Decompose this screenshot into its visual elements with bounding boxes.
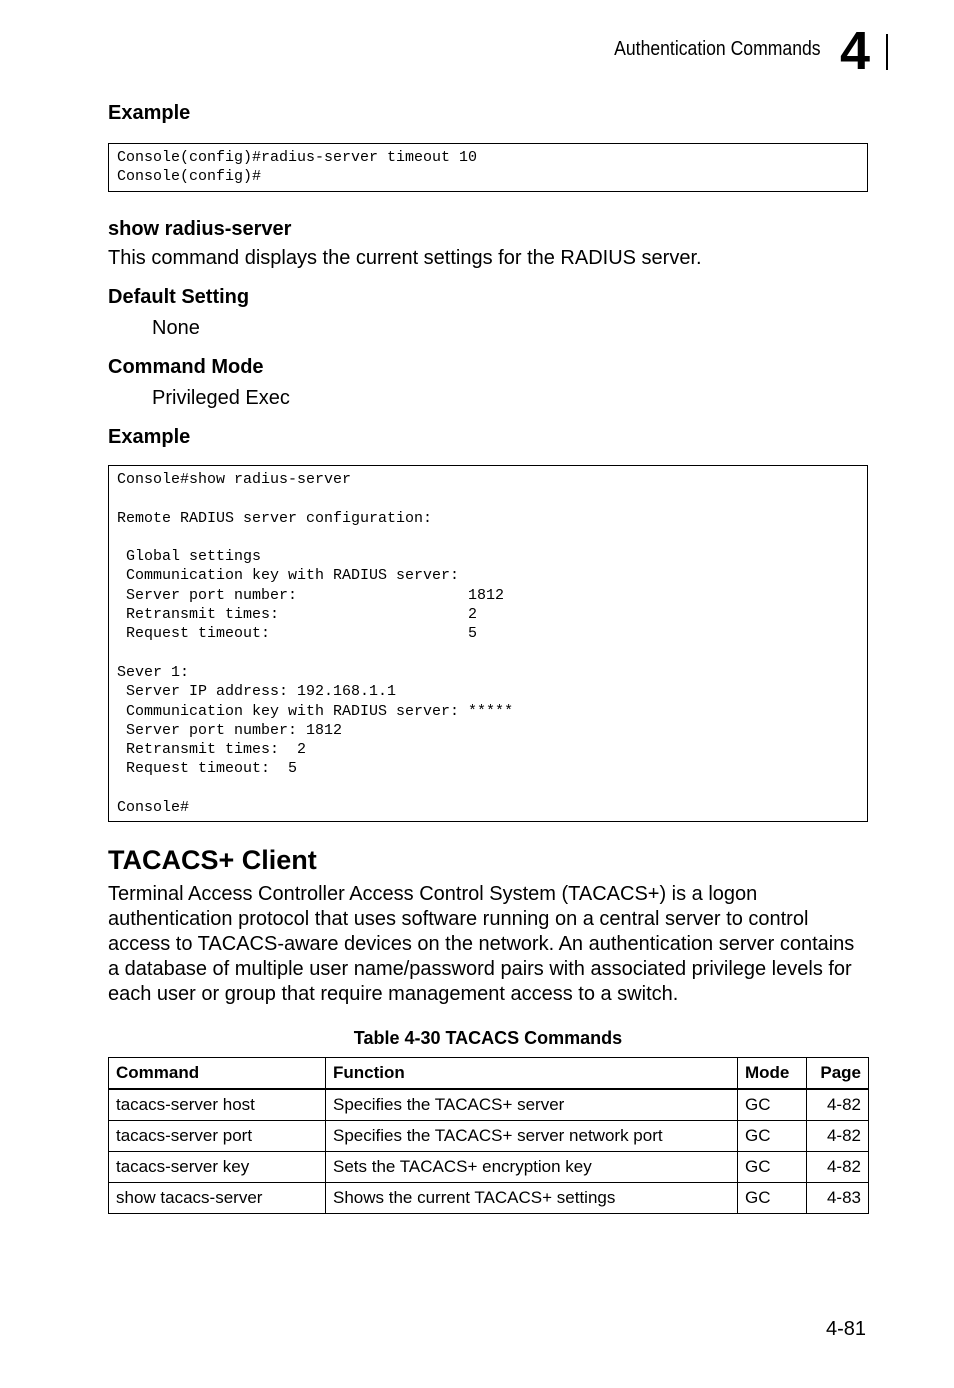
table-row bbox=[109, 1183, 869, 1214]
cell-function: Sets the TACACS+ encryption key bbox=[326, 1152, 738, 1183]
code-block-timeout: Console(config)#radius-server timeout 10 Console(config)# bbox=[108, 143, 868, 192]
cell-mode: GC bbox=[738, 1152, 807, 1183]
cell-command: show tacacs-server bbox=[109, 1183, 326, 1214]
column-header-function: Function bbox=[326, 1058, 738, 1090]
section-title: TACACS+ Client bbox=[108, 845, 317, 875]
running-header: Authentication Commands bbox=[614, 38, 821, 60]
cell-command: tacacs-server port bbox=[109, 1121, 326, 1152]
chapter-divider bbox=[886, 34, 888, 70]
command-title: show radius-server bbox=[108, 218, 292, 240]
table-row bbox=[109, 1121, 869, 1152]
chapter-number: 4 bbox=[840, 21, 871, 81]
example-heading: Example bbox=[108, 102, 191, 124]
column-header-mode: Mode bbox=[738, 1058, 807, 1090]
cell-function: Specifies the TACACS+ server network port bbox=[326, 1121, 738, 1152]
default-setting-heading: Default Setting bbox=[108, 286, 250, 308]
cell-function: Shows the current TACACS+ settings bbox=[326, 1183, 738, 1214]
page-number: 4-81 bbox=[825, 1318, 866, 1340]
default-setting-value: None bbox=[152, 317, 200, 339]
command-description: This command displays the current settings for the RADIUS server. bbox=[108, 247, 702, 269]
column-header-command: Command bbox=[109, 1058, 326, 1090]
cell-command: tacacs-server host bbox=[109, 1089, 326, 1121]
cell-mode: GC bbox=[738, 1183, 807, 1214]
cell-mode: GC bbox=[738, 1121, 807, 1152]
table-row bbox=[109, 1152, 869, 1183]
command-mode-heading: Command Mode bbox=[108, 356, 264, 378]
table-row bbox=[109, 1089, 869, 1121]
code-block-show-radius: Console#show radius-server Remote RADIUS server configuration: Global settings Communication key with RADIUS server: Server port number: 1812 Retransmit times: 2 Request timeout: 5 Sever 1: Server IP address: 192.168.1.1 Communication key with RADIUS server: ***** Server port number: 1812 Retransmit times: 2 Request timeout: 5 Console# bbox=[108, 465, 868, 822]
table-header-row bbox=[109, 1058, 869, 1090]
command-mode-value: Privileged Exec bbox=[152, 387, 290, 409]
cell-page: 4-82 bbox=[807, 1121, 869, 1152]
cell-mode: GC bbox=[738, 1089, 807, 1121]
table-caption: Table 4-30 TACACS Commands bbox=[353, 1028, 623, 1048]
tacacs-commands-table bbox=[108, 1057, 869, 1214]
example-heading-2: Example bbox=[108, 426, 191, 448]
cell-page: 4-82 bbox=[807, 1089, 869, 1121]
cell-page: 4-82 bbox=[807, 1152, 869, 1183]
section-description: Terminal Access Controller Access Control System (TACACS+) is a logon authentication protocol that uses software running on a central server to control access to TACACS-aware devices on the network. An authentication server contains a database of multiple user name/password pairs with associated privilege levels for each user or group that require management access to a switch. bbox=[108, 883, 855, 1005]
cell-page: 4-83 bbox=[807, 1183, 869, 1214]
cell-function: Specifies the TACACS+ server bbox=[326, 1089, 738, 1121]
cell-command: tacacs-server key bbox=[109, 1152, 326, 1183]
column-header-page: Page bbox=[807, 1058, 869, 1090]
